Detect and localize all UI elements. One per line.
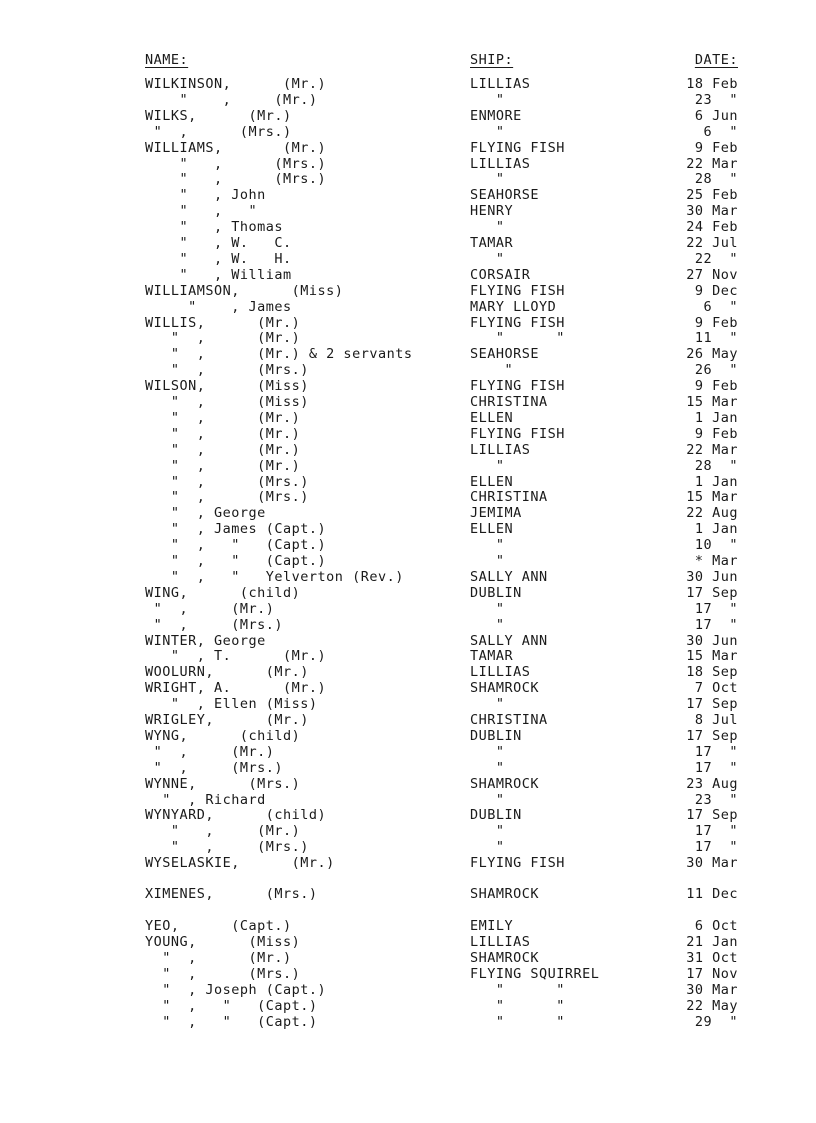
arrival-date-cell: 6 Jun	[694, 107, 738, 124]
arrival-date-cell: 22 Mar	[686, 441, 738, 458]
passenger-name-cell: " , "	[145, 203, 258, 220]
passenger-name-cell: " , (Mrs.)	[145, 155, 327, 172]
table-row	[0, 569, 816, 585]
arrival-date-cell: 28 "	[694, 171, 738, 188]
passenger-name-cell: " , Richard	[145, 791, 266, 808]
table-row	[0, 108, 816, 124]
table-row	[0, 489, 816, 505]
ship-name-cell: "	[470, 91, 505, 108]
arrival-date-cell: 17 Sep	[686, 807, 738, 824]
ship-name-cell: "	[470, 123, 505, 140]
arrival-date-cell: 11 "	[694, 330, 738, 347]
ship-name-cell: "	[470, 537, 505, 554]
table-row	[0, 410, 816, 426]
passenger-name-cell: " , " (Capt.)	[145, 537, 327, 554]
ship-name-cell: LILLIAS	[470, 934, 531, 951]
arrival-date-cell: 8 Jul	[694, 712, 738, 728]
table-row	[0, 601, 816, 617]
arrival-date-cell: 17 "	[694, 759, 738, 776]
passenger-name-cell: " , " (Capt.)	[145, 1013, 318, 1030]
table-row	[0, 171, 816, 187]
table-row	[0, 267, 816, 283]
passenger-name-cell: " , (Mrs.)	[145, 759, 284, 776]
name-column-header: NAME:	[145, 52, 189, 68]
passenger-name-cell: " , Thomas	[145, 219, 284, 236]
arrival-date-cell: 29 "	[694, 1013, 738, 1030]
arrival-date-cell: 17 Sep	[686, 696, 738, 713]
table-row	[0, 187, 816, 203]
table-row	[0, 696, 816, 712]
arrival-date-cell: 22 "	[694, 250, 738, 267]
passenger-name-cell: " , (Mr.)	[145, 441, 301, 458]
arrival-date-cell: 21 Jan	[686, 934, 738, 951]
table-row	[0, 648, 816, 664]
passenger-name-cell: " , " Yelverton (Rev.)	[145, 568, 404, 585]
ship-name-cell: MARY LLOYD	[470, 298, 557, 315]
table-row	[0, 505, 816, 521]
table-row	[0, 950, 816, 966]
table-row	[0, 792, 816, 808]
arrival-date-cell: 22 Jul	[686, 235, 738, 251]
table-row	[0, 934, 816, 950]
table-row	[0, 283, 816, 299]
passenger-name-cell: WILLIAMS, (Mr.)	[145, 139, 327, 156]
table-row	[0, 553, 816, 569]
ship-name-cell: " "	[470, 330, 565, 347]
table-row	[0, 124, 816, 140]
arrival-date-cell: 9 Feb	[694, 314, 738, 331]
passenger-name-cell: " , (Mr.)	[145, 743, 275, 760]
ship-name-cell: "	[470, 616, 505, 633]
arrival-date-cell: 15 Mar	[686, 648, 738, 665]
table-row	[0, 442, 816, 458]
table-row	[0, 235, 816, 251]
passenger-name-cell: WYNG, (child)	[145, 727, 301, 744]
passenger-name-cell: YOUNG, (Miss)	[145, 934, 301, 951]
arrival-date-cell: 6 Oct	[694, 918, 738, 935]
ship-column-header: SHIP:	[470, 52, 514, 68]
arrival-date-cell: 6 "	[703, 123, 738, 140]
ship-name-cell: FLYING FISH	[470, 425, 565, 442]
passenger-name-cell: WRIGHT, A. (Mr.)	[145, 680, 327, 697]
passenger-name-cell: " , (Mr.)	[145, 457, 301, 474]
date-column-header: DATE:	[694, 52, 738, 68]
ship-name-cell: CHRISTINA	[470, 489, 548, 506]
passenger-name-cell: " , (Mrs.)	[145, 839, 309, 856]
passenger-name-cell: " , James (Capt.)	[145, 521, 327, 538]
ship-name-cell: SHAMROCK	[470, 680, 540, 697]
table-row	[0, 521, 816, 537]
ship-name-cell: LILLIAS	[470, 76, 531, 92]
passenger-name-cell: " , (Mr.)	[145, 823, 301, 840]
passenger-name-cell: " , (Mr.)	[145, 950, 292, 967]
table-row	[0, 982, 816, 998]
table-row	[0, 156, 816, 172]
ship-name-cell: FLYING SQUIRREL	[470, 966, 600, 983]
arrival-date-cell: 15 Mar	[686, 489, 738, 506]
arrival-date-cell: 9 Feb	[694, 139, 738, 156]
passenger-name-cell: " , (Mr.)	[145, 600, 275, 617]
arrival-date-cell: 17 Sep	[686, 584, 738, 601]
arrival-date-cell: 23 "	[694, 91, 738, 108]
ship-name-cell: "	[470, 759, 505, 776]
ship-name-cell: SHAMROCK	[470, 775, 540, 792]
passenger-name-cell: WYSELASKIE, (Mr.)	[145, 855, 335, 872]
ship-name-cell: FLYING FISH	[470, 378, 565, 395]
table-row	[0, 299, 816, 315]
ship-name-cell: FLYING FISH	[470, 139, 565, 156]
ship-name-cell: FLYING FISH	[470, 855, 565, 872]
arrival-date-cell: 28 "	[694, 457, 738, 474]
table-row	[0, 315, 816, 331]
passenger-name-cell: " , (Mrs.)	[145, 616, 284, 633]
arrival-date-cell: 24 Feb	[686, 219, 738, 236]
ship-name-cell: SEAHORSE	[470, 187, 540, 204]
passenger-name-cell: WYNYARD, (child)	[145, 807, 327, 824]
table-row	[0, 918, 816, 934]
passenger-name-cell: " , (Mr.)	[145, 425, 301, 442]
ship-name-cell: FLYING FISH	[470, 314, 565, 331]
ship-name-cell: TAMAR	[470, 235, 514, 251]
table-row	[0, 633, 816, 649]
ship-name-cell: "	[470, 600, 505, 617]
table-row	[0, 855, 816, 871]
arrival-date-cell: 30 Mar	[686, 982, 738, 998]
ship-name-cell: SHAMROCK	[470, 885, 540, 902]
arrival-date-cell: 30 Jun	[686, 632, 738, 649]
ship-name-cell: SEAHORSE	[470, 346, 540, 363]
arrival-date-cell: 1 Jan	[694, 521, 738, 538]
table-row	[0, 330, 816, 346]
arrival-date-cell: 23 "	[694, 791, 738, 808]
arrival-date-cell: 9 Dec	[694, 282, 738, 299]
ship-name-cell: "	[470, 250, 505, 267]
table-row	[0, 886, 816, 902]
ship-name-cell: CHRISTINA	[470, 394, 548, 410]
ship-name-cell: FLYING FISH	[470, 282, 565, 299]
ship-name-cell: LILLIAS	[470, 441, 531, 458]
ship-name-cell: DUBLIN	[470, 727, 522, 744]
ship-name-cell: "	[470, 823, 505, 840]
passenger-name-cell: " , " (Capt.)	[145, 997, 318, 1014]
table-row	[0, 712, 816, 728]
passenger-name-cell: " , (Mrs.)	[145, 489, 309, 506]
arrival-date-cell: 18 Sep	[686, 664, 738, 681]
arrival-date-cell: 27 Nov	[686, 266, 738, 283]
arrival-date-cell: 10 "	[694, 537, 738, 554]
arrival-date-cell: 17 "	[694, 600, 738, 617]
passenger-name-cell: " , John	[145, 187, 266, 204]
table-row	[0, 823, 816, 839]
table-row	[0, 537, 816, 553]
table-row	[0, 998, 816, 1014]
arrival-date-cell: 25 Feb	[686, 187, 738, 204]
passenger-name-cell: WINTER, George	[145, 632, 266, 649]
ship-name-cell: JEMIMA	[470, 505, 522, 522]
arrival-date-cell: 1 Jan	[694, 473, 738, 490]
table-row	[0, 839, 816, 855]
arrival-date-cell: 22 May	[686, 997, 738, 1014]
passenger-name-cell: " , Joseph (Capt.)	[145, 982, 327, 998]
table-row	[0, 585, 816, 601]
ship-name-cell: "	[470, 457, 505, 474]
arrival-date-cell: 22 Aug	[686, 505, 738, 522]
table-row	[0, 203, 816, 219]
arrival-date-cell: 6 "	[703, 298, 738, 315]
table-row	[0, 474, 816, 490]
arrival-date-cell: 9 Feb	[694, 425, 738, 442]
arrival-date-cell: 17 "	[694, 616, 738, 633]
passenger-name-cell: WILLIS, (Mr.)	[145, 314, 301, 331]
passenger-name-cell: " , Ellen (Miss)	[145, 696, 318, 713]
table-row	[0, 744, 816, 760]
arrival-date-cell: 11 Dec	[686, 885, 738, 902]
arrival-date-cell: 30 Mar	[686, 855, 738, 872]
table-row	[0, 966, 816, 982]
arrival-date-cell: 9 Feb	[694, 378, 738, 395]
table-row	[0, 664, 816, 680]
table-row	[0, 458, 816, 474]
passenger-name-cell: " , (Mrs.)	[145, 171, 327, 188]
passenger-name-cell: XIMENES, (Mrs.)	[145, 885, 318, 902]
ship-name-cell: HENRY	[470, 203, 514, 220]
ship-name-cell: "	[470, 219, 505, 236]
arrival-date-cell: 30 Jun	[686, 568, 738, 585]
table-row	[0, 251, 816, 267]
arrival-date-cell: 31 Oct	[686, 950, 738, 967]
table-row	[0, 807, 816, 823]
passenger-name-cell: WILKS, (Mr.)	[145, 107, 292, 124]
passenger-name-cell: WYNNE, (Mrs.)	[145, 775, 301, 792]
passenger-name-cell: " , George	[145, 505, 266, 522]
ship-name-cell: SALLY ANN	[470, 632, 548, 649]
table-row	[0, 776, 816, 792]
passenger-name-cell: YEO, (Capt.)	[145, 918, 292, 935]
ship-name-cell: SHAMROCK	[470, 950, 540, 967]
table-row	[0, 219, 816, 235]
arrival-date-cell: 26 "	[694, 362, 738, 379]
arrival-date-cell: 1 Jan	[694, 409, 738, 426]
ship-name-cell: " "	[470, 982, 565, 998]
arrival-date-cell: * Mar	[694, 553, 738, 569]
ship-name-cell: " "	[470, 997, 565, 1014]
table-row	[0, 92, 816, 108]
ship-name-cell: ELLEN	[470, 521, 514, 538]
passenger-name-cell: " , (Mr.) & 2 servants	[145, 346, 413, 363]
arrival-date-cell: 17 Nov	[686, 966, 738, 983]
arrival-date-cell: 17 "	[694, 839, 738, 856]
arrival-date-cell: 17 Sep	[686, 727, 738, 744]
ship-name-cell: "	[470, 839, 505, 856]
table-row	[0, 76, 816, 92]
table-row	[0, 346, 816, 362]
ship-name-cell: "	[470, 171, 505, 188]
ship-name-cell: CORSAIR	[470, 266, 531, 283]
ship-name-cell: DUBLIN	[470, 584, 522, 601]
arrival-date-cell: 26 May	[686, 346, 738, 363]
passenger-name-cell: WILKINSON, (Mr.)	[145, 76, 327, 92]
ship-name-cell: "	[470, 362, 514, 379]
table-row	[0, 426, 816, 442]
passenger-name-cell: " , W. C.	[145, 235, 292, 251]
passenger-name-cell: " , (Mr.)	[145, 91, 318, 108]
passenger-name-cell: " , " (Capt.)	[145, 553, 327, 569]
passenger-name-cell: " , T. (Mr.)	[145, 648, 327, 665]
passenger-name-cell: WILLIAMSON, (Miss)	[145, 282, 344, 299]
passenger-name-cell: " , (Mrs.)	[145, 473, 309, 490]
ship-name-cell: TAMAR	[470, 648, 514, 665]
ship-name-cell: "	[470, 553, 505, 569]
ship-name-cell: " "	[470, 1013, 565, 1030]
passenger-name-cell: WILSON, (Miss)	[145, 378, 309, 395]
passenger-name-cell: " , (Mrs.)	[145, 123, 292, 140]
passenger-name-cell: " , (Mrs.)	[145, 966, 301, 983]
ship-name-cell: CHRISTINA	[470, 712, 548, 728]
ship-name-cell: EMILY	[470, 918, 514, 935]
table-row	[0, 680, 816, 696]
arrival-date-cell: 18 Feb	[686, 76, 738, 92]
ship-name-cell: "	[470, 696, 505, 713]
arrival-date-cell: 23 Aug	[686, 775, 738, 792]
passenger-name-cell: " , James	[145, 298, 292, 315]
passenger-name-cell: " , W. H.	[145, 250, 292, 267]
table-row	[0, 378, 816, 394]
arrival-date-cell: 7 Oct	[694, 680, 738, 697]
ship-name-cell: "	[470, 791, 505, 808]
column-header-row	[0, 52, 816, 68]
arrival-date-cell: 22 Mar	[686, 155, 738, 172]
ship-name-cell: ELLEN	[470, 409, 514, 426]
ship-name-cell: ELLEN	[470, 473, 514, 490]
passenger-name-cell: " , (Mrs.)	[145, 362, 309, 379]
table-row	[0, 362, 816, 378]
passenger-name-cell: WOOLURN, (Mr.)	[145, 664, 309, 681]
ship-name-cell: LILLIAS	[470, 155, 531, 172]
table-row	[0, 140, 816, 156]
ship-name-cell: LILLIAS	[470, 664, 531, 681]
table-row	[0, 394, 816, 410]
passenger-name-cell: " , (Mr.)	[145, 330, 301, 347]
passenger-name-cell: " , (Mr.)	[145, 409, 301, 426]
ship-name-cell: DUBLIN	[470, 807, 522, 824]
arrival-date-cell: 17 "	[694, 823, 738, 840]
table-row	[0, 1014, 816, 1030]
arrival-date-cell: 30 Mar	[686, 203, 738, 220]
ship-name-cell: SALLY ANN	[470, 568, 548, 585]
ship-name-cell: ENMORE	[470, 107, 522, 124]
ship-name-cell: "	[470, 743, 505, 760]
arrival-date-cell: 17 "	[694, 743, 738, 760]
arrival-date-cell: 15 Mar	[686, 394, 738, 410]
table-row	[0, 728, 816, 744]
table-row	[0, 617, 816, 633]
passenger-name-cell: " , William	[145, 266, 292, 283]
table-row	[0, 760, 816, 776]
passenger-name-cell: " , (Miss)	[145, 394, 309, 410]
passenger-name-cell: WRIGLEY, (Mr.)	[145, 712, 309, 728]
passenger-name-cell: WING, (child)	[145, 584, 301, 601]
